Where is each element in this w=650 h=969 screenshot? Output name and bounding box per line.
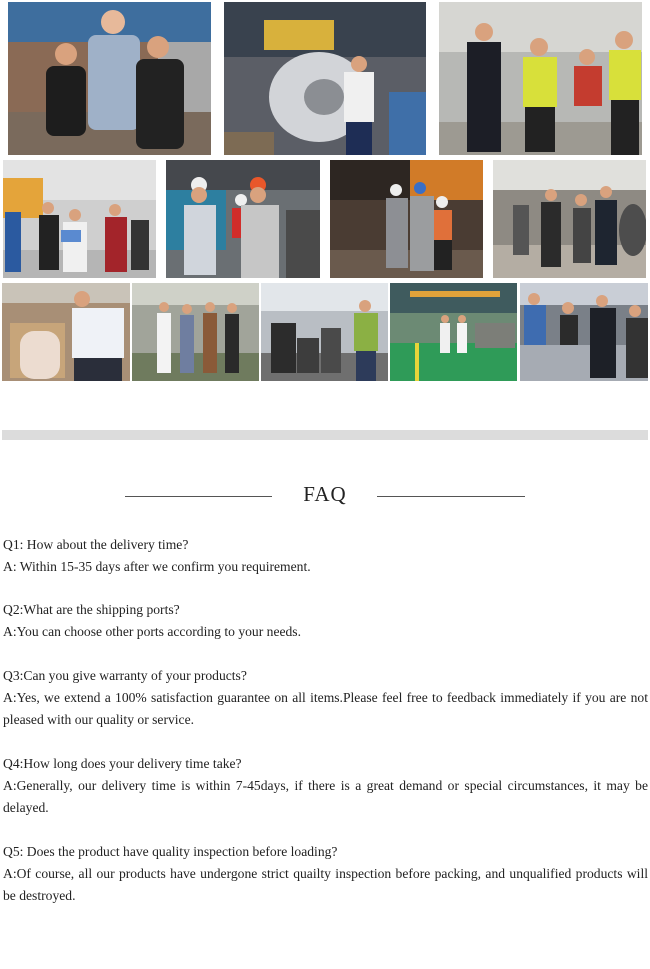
visit-photo-10 <box>261 283 388 381</box>
faq-item-1 <box>3 534 648 578</box>
visit-photo-8 <box>2 283 130 381</box>
visit-photo-12 <box>520 283 648 381</box>
faq-question: Q2:What are the shipping ports? <box>3 602 180 617</box>
faq-title-rule-left <box>125 496 272 497</box>
visit-photo-7 <box>493 160 646 278</box>
visit-photo-11 <box>390 283 517 381</box>
faq-question: Q5: Does the product have quality inspection before loading? <box>3 844 338 859</box>
visit-photo-5 <box>166 160 320 278</box>
faq-answer: A: Within 15-35 days after we confirm you requirement. <box>3 559 311 574</box>
visit-photo-2 <box>224 2 426 155</box>
visit-photo-1 <box>8 2 211 155</box>
faq-item-2 <box>3 599 648 643</box>
visit-photo-4 <box>3 160 156 278</box>
faq-item-3 <box>3 665 648 731</box>
visit-photo-3 <box>439 2 642 155</box>
faq-item-4 <box>3 753 648 819</box>
faq-answer: A:Yes, we extend a 100% satisfaction guarantee on all items.Please feel free to feedback immediately if you are not pleased with our quality or service. <box>3 690 648 727</box>
faq-heading <box>0 482 650 512</box>
faq-title-rule-right <box>377 496 525 497</box>
faq-answer: A:Generally, our delivery time is within 7-45days, if there is a great demand or special circumstances, it may be delayed. <box>3 778 648 815</box>
faq-answer: A:You can choose other ports according to your needs. <box>3 624 301 639</box>
faq-question: Q4:How long does your delivery time take? <box>3 756 242 771</box>
faq-item-5 <box>3 841 648 907</box>
visit-photo-9 <box>132 283 259 381</box>
section-divider <box>2 430 648 440</box>
visit-photo-6 <box>330 160 483 278</box>
faq-answer: A:Of course, all our products have undergone strict quailty inspection before packing, and unqualified products will be destroyed. <box>3 866 648 903</box>
faq-title: FAQ <box>303 482 347 506</box>
faq-question: Q1: How about the delivery time? <box>3 537 189 552</box>
faq-question: Q3:Can you give warranty of your products? <box>3 668 247 683</box>
